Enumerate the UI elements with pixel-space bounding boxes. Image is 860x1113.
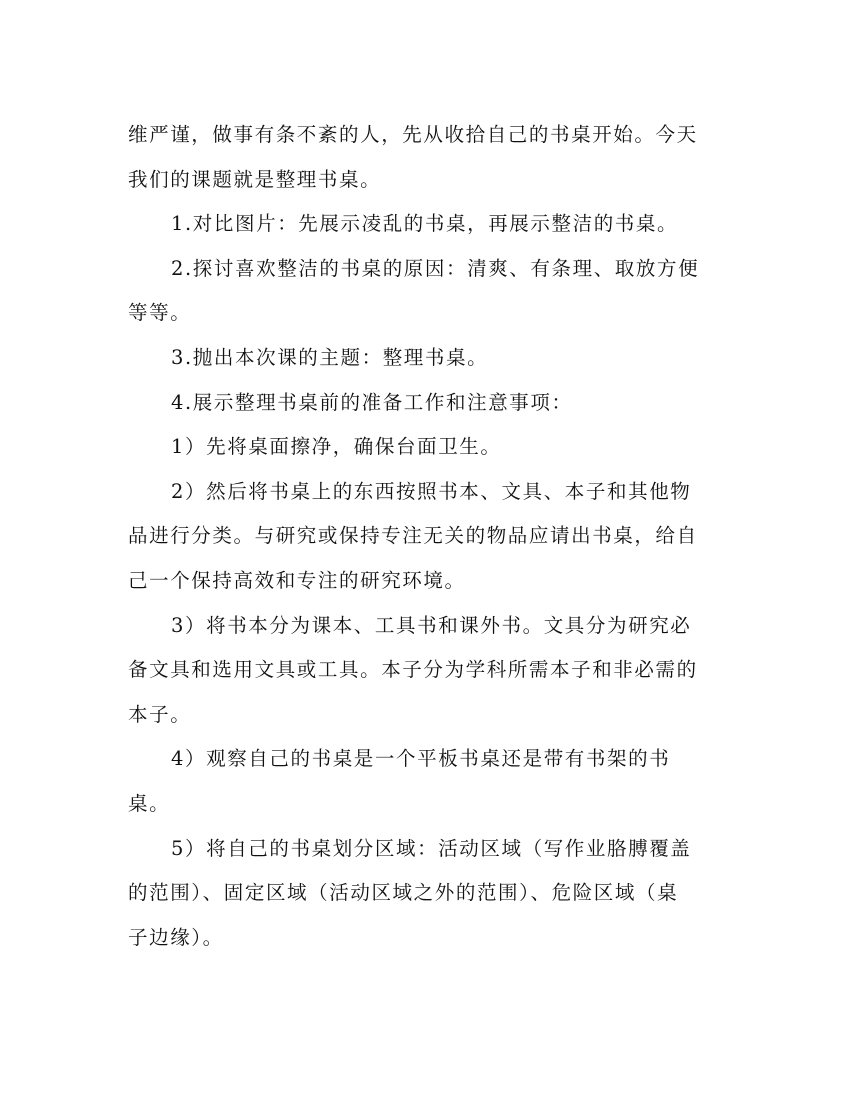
sub-list-item: 1）先将桌面擦净，确保台面卫生。 — [171, 435, 502, 459]
text-line: 备文具和选用文具或工具。本子分为学科所需本子和非必需的 — [128, 658, 698, 682]
list-item: 3.抛出本次课的主题：整理书桌。 — [171, 345, 489, 369]
text-line: 品进行分类。与研究或保持专注无关的物品应请出书桌，给自 — [128, 524, 698, 548]
text-line: 己一个保持高效和专注的研究环境。 — [128, 568, 466, 592]
sub-list-item: 5）将自己的书桌划分区域：活动区域（写作业胳膊覆盖 — [171, 836, 692, 860]
text-line: 等等。 — [128, 301, 192, 325]
text-line: 的范围）、固定区域（活动区域之外的范围）、危险区域（桌 — [128, 881, 679, 905]
text-line: 维严谨，做事有条不紊的人，先从收拾自己的书桌开始。今天 — [128, 123, 698, 146]
text-line: 桌。 — [128, 791, 171, 815]
text-line: 本子。 — [128, 702, 192, 726]
document-body — [128, 113, 738, 960]
sub-list-item: 3）将书本分为课本、工具书和课外书。文具分为研究必 — [171, 613, 692, 637]
list-item: 4.展示整理书桌前的准备工作和注意事项： — [171, 390, 573, 414]
text-line: 子边缘）。 — [128, 925, 224, 949]
text-line: 我们的课题就是整理书桌。 — [128, 167, 382, 191]
sub-list-item: 4）观察自己的书桌是一个平板书桌还是带有书架的书 — [171, 747, 671, 771]
sub-list-item: 2）然后将书桌上的东西按照书本、文具、本子和其他物 — [171, 479, 692, 503]
list-item: 2.探讨喜欢整洁的书桌的原因：清爽、有条理、取放方便 — [171, 256, 700, 280]
list-item: 1.对比图片：先展示凌乱的书桌，再展示整洁的书桌。 — [171, 212, 679, 236]
